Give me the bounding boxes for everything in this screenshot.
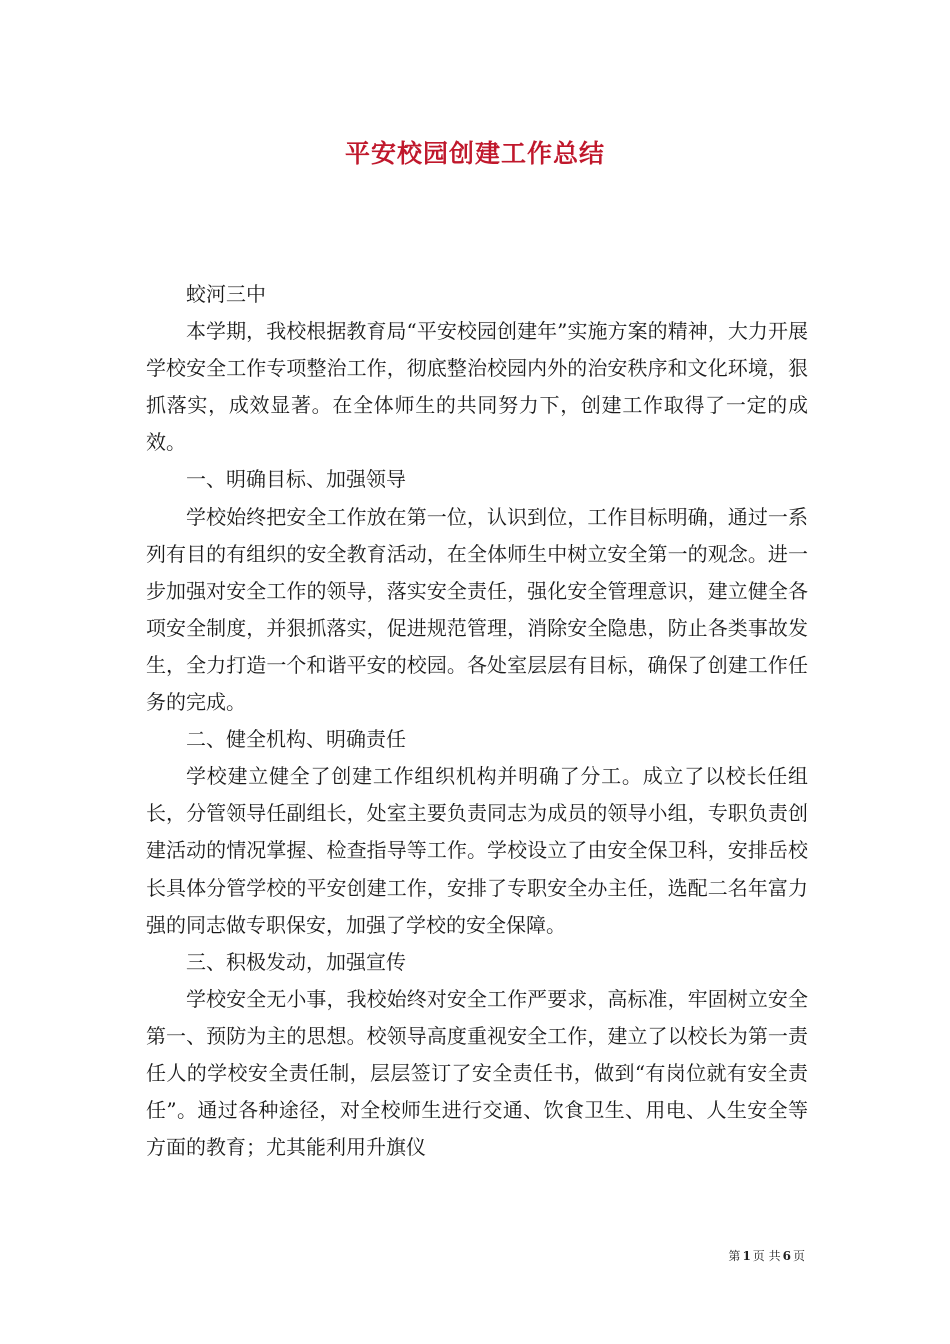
paragraph: 学校安全无小事，我校始终对安全工作严要求，高标准，牢固树立安全第一、预防为主的思想。校领导高度重视安全工作，建立了以校长为第一责任人的学校安全责任制，层层签订了安全责任书，做到“有岗位就有安全责任”。通过各种途径，对全校师生进行交通、饮食卫生、用电、人生安全等方面的教育；尤其能利用升旗仪: [146, 986, 808, 1160]
footer-prefix: 第: [728, 1249, 741, 1263]
paragraph: 本学期，我校根据教育局“平安校园创建年”实施方案的精神，大力开展学校安全工作专项整治工作，彻底整治校园内外的治安秩序和文化环境，狠抓落实，成效显著。在全体师生的共同努力下，创建工作取得了一定的成效。: [146, 319, 808, 455]
document-title: 平安校园创建工作总结: [344, 139, 605, 168]
section-heading: 二、健全机构、明确责任: [186, 727, 406, 752]
paragraph: 学校建立健全了创建工作组织机构并明确了分工。成立了以校长任组长，分管领导任副组长，处室主要负责同志为成员的领导小组，专职负责创建活动的情况掌握、检查指导等工作。学校设立了由安全保卫科，安排岳校长具体分管学校的平安创建工作，安排了专职安全办主任，选配二名年富力强的同志做专职保安，加强了学校的安全保障。: [146, 764, 808, 937]
paragraph: 学校始终把安全工作放在第一位，认识到位，工作目标明确，通过一系列有目的有组织的安全教育活动，在全体师生中树立安全第一的观念。进一步加强对安全工作的领导，落实安全责任，强化安全管理意识，建立健全各项安全制度，并狠抓落实，促进规范管理，消除安全隐患，防止各类事故发生，全力打造一个和谐平安的校园。各处室层层有目标，确保了创建工作任务的完成。: [146, 504, 808, 715]
section-heading: 一、明确目标、加强领导: [186, 467, 406, 492]
footer-middle: 页 共: [752, 1249, 781, 1263]
author-line: 蛟河三中: [186, 282, 266, 306]
document-body: [146, 276, 808, 1166]
page-number-footer: [728, 1247, 805, 1264]
total-page-number: 6: [782, 1249, 791, 1263]
footer-suffix: 页: [792, 1249, 805, 1263]
current-page-number: 1: [742, 1249, 751, 1263]
section-heading: 三、积极发动，加强宣传: [186, 949, 406, 974]
